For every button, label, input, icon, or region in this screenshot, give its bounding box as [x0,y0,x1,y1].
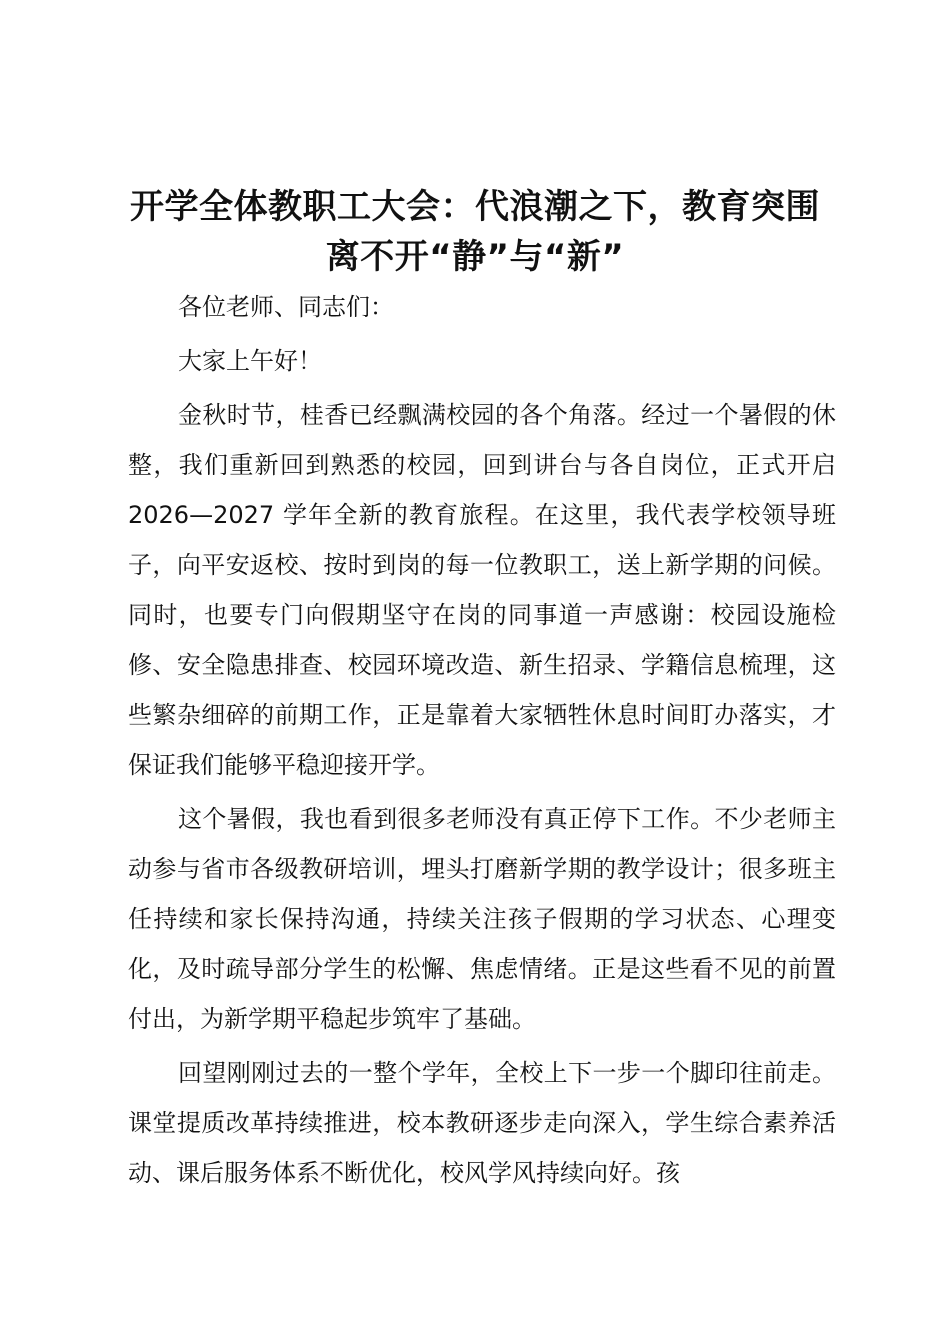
paragraph-1: 金秋时节，桂香已经飘满校园的各个角落。经过一个暑假的休整，我们重新回到熟悉的校园，回到讲台与各自岗位，正式开启 2026—2027 学年全新的教育旅程。在这里，我代表学校领导班子，向平安返校、按时到岗的每一位教职工，送上新学期的问候。同时，也要专门向假期坚守在岗的同事道一声感谢：校园设施检修、安全隐患排查、校园环境改造、新生招录、学籍信息梳理，这些繁杂细碎的前期工作，正是靠着大家牺牲休息时间盯办落实，才保证我们能够平稳迎接开学。 [128,401,836,779]
title-line-1: 开学全体教职工大会：代浪潮之下，教育突围 [130,187,820,227]
document-body [128,282,836,1202]
salutation: 各位老师、同志们： [178,293,394,321]
title-line-2: 离不开“静”与“新” [325,237,625,277]
paragraph-3: 回望刚刚过去的一整个学年，全校上下一步一个脚印往前走。课堂提质改革持续推进，校本教研逐步走向深入，学生综合素养活动、课后服务体系不断优化，校风学风持续向好。孩 [128,1059,836,1187]
document-title [110,182,840,282]
greeting: 大家上午好！ [178,347,322,375]
paragraph-2: 这个暑假，我也看到很多老师没有真正停下工作。不少老师主动参与省市各级教研培训，埋头打磨新学期的教学设计；很多班主任持续和家长保持沟通，持续关注孩子假期的学习状态、心理变化，及时疏导部分学生的松懈、焦虑情绪。正是这些看不见的前置付出，为新学期平稳起步筑牢了基础。 [128,805,836,1033]
